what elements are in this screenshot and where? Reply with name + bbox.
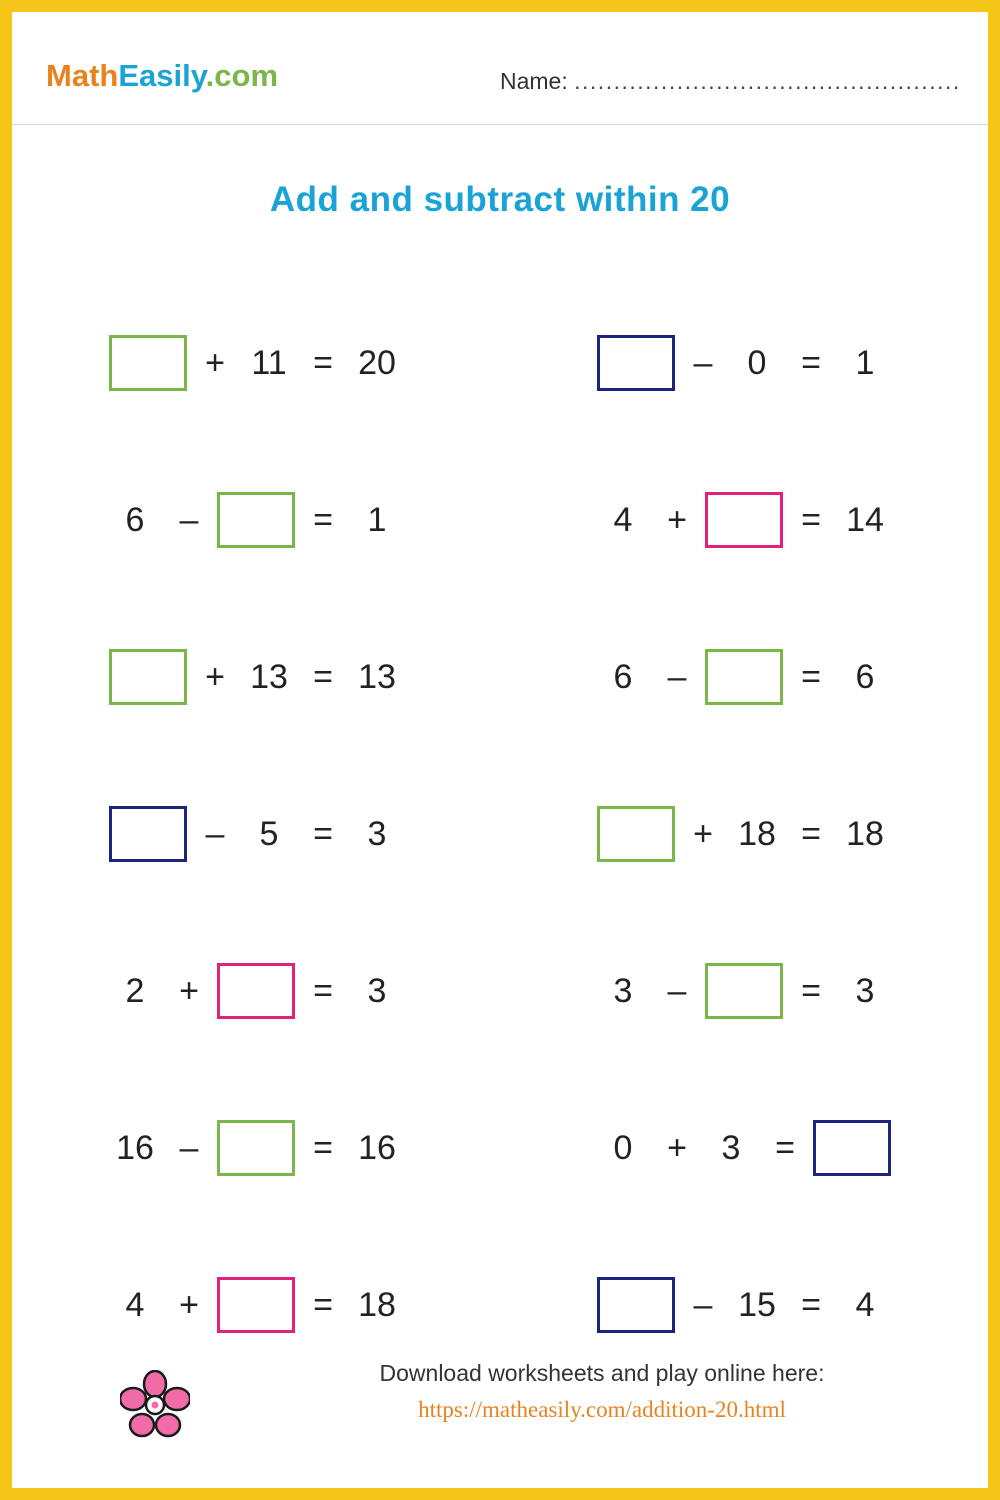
number: 18: [738, 814, 776, 853]
operator: +: [667, 500, 687, 539]
number: 3: [367, 814, 387, 853]
number: 4: [613, 500, 633, 539]
answer-box[interactable]: [705, 963, 783, 1019]
operator: +: [205, 657, 225, 696]
equals-sign: =: [801, 814, 821, 853]
operator: +: [179, 971, 199, 1010]
problem-5: [105, 649, 407, 705]
problem-6: [593, 649, 895, 705]
problem-cell: [12, 1069, 500, 1226]
equals-sign: =: [313, 657, 333, 696]
answer-box[interactable]: [217, 963, 295, 1019]
equals-sign: =: [801, 500, 821, 539]
operator: +: [205, 343, 225, 382]
operator: –: [179, 1128, 199, 1167]
equals-sign: =: [801, 343, 821, 382]
problem-row: [12, 598, 988, 755]
equals-sign: =: [313, 971, 333, 1010]
answer-box[interactable]: [109, 335, 187, 391]
answer-box[interactable]: [813, 1120, 891, 1176]
problem-cell: [12, 912, 500, 1069]
operator: –: [693, 1285, 713, 1324]
problem-7: [105, 806, 407, 862]
number: 3: [855, 971, 875, 1010]
problem-8: [593, 806, 895, 862]
number: 1: [367, 500, 387, 539]
footer-text-block: [252, 1360, 952, 1423]
number: 2: [125, 971, 145, 1010]
page-title: Add and subtract within 20: [269, 180, 731, 219]
answer-box[interactable]: [705, 492, 783, 548]
equals-sign: =: [313, 343, 333, 382]
problem-3: [105, 492, 407, 548]
site-logo: [46, 58, 278, 94]
operator: –: [205, 814, 225, 853]
problem-cell: [12, 598, 500, 755]
number: 4: [855, 1285, 875, 1324]
answer-box[interactable]: [109, 649, 187, 705]
number: 3: [613, 971, 633, 1010]
number: 18: [846, 814, 884, 853]
operator: –: [667, 657, 687, 696]
problem-cell: [500, 598, 988, 755]
problem-cell: [500, 912, 988, 1069]
equals-sign: =: [801, 1285, 821, 1324]
equals-sign: =: [801, 971, 821, 1010]
equals-sign: =: [313, 1285, 333, 1324]
operator: +: [179, 1285, 199, 1324]
problem-row: [12, 284, 988, 441]
number: 6: [613, 657, 633, 696]
number: 14: [846, 500, 884, 539]
number: 0: [747, 343, 767, 382]
number: 6: [855, 657, 875, 696]
name-field[interactable]: [500, 68, 961, 95]
problem-14: [593, 1277, 895, 1333]
number: 4: [125, 1285, 145, 1324]
worksheet-page: [12, 12, 988, 1488]
problem-4: [593, 492, 895, 548]
problem-cell: [500, 284, 988, 441]
operator: +: [667, 1128, 687, 1167]
operator: –: [667, 971, 687, 1010]
number: 15: [738, 1285, 776, 1324]
number: 13: [358, 657, 396, 696]
problem-cell: [12, 441, 500, 598]
number: 6: [125, 500, 145, 539]
operator: –: [179, 500, 199, 539]
problem-12: [593, 1120, 895, 1176]
name-blank-line: .................................................: [574, 68, 961, 94]
logo-text-com: .com: [205, 58, 279, 93]
number: 0: [613, 1128, 633, 1167]
answer-box[interactable]: [705, 649, 783, 705]
problem-cell: [12, 755, 500, 912]
problems-grid: [12, 284, 988, 1383]
problem-cell: [500, 441, 988, 598]
equals-sign: =: [313, 1128, 333, 1167]
operator: +: [693, 814, 713, 853]
number: 18: [358, 1285, 396, 1324]
number: 3: [721, 1128, 741, 1167]
problem-10: [593, 963, 895, 1019]
problem-13: [105, 1277, 407, 1333]
number: 16: [358, 1128, 396, 1167]
problem-cell: [500, 755, 988, 912]
equals-sign: =: [313, 814, 333, 853]
name-label: Name:: [500, 68, 568, 94]
logo-text-easily: Easily: [118, 58, 206, 93]
answer-box[interactable]: [217, 492, 295, 548]
answer-box[interactable]: [597, 1277, 675, 1333]
worksheet-header: [12, 12, 988, 124]
operator: –: [693, 343, 713, 382]
problem-row: [12, 912, 988, 1069]
problem-cell: [12, 284, 500, 441]
problem-1: [105, 335, 407, 391]
answer-box[interactable]: [109, 806, 187, 862]
number: 1: [855, 343, 875, 382]
answer-box[interactable]: [597, 806, 675, 862]
footer-caption: Download worksheets and play online here:: [379, 1360, 825, 1386]
problem-cell: [500, 1069, 988, 1226]
answer-box[interactable]: [597, 335, 675, 391]
answer-box[interactable]: [217, 1120, 295, 1176]
number: 5: [259, 814, 279, 853]
header-divider: [12, 124, 988, 125]
problem-11: [105, 1120, 407, 1176]
problem-row: [12, 1069, 988, 1226]
number: 16: [116, 1128, 154, 1167]
number: 20: [358, 343, 396, 382]
problem-9: [105, 963, 407, 1019]
equals-sign: =: [801, 657, 821, 696]
logo-text-math: Math: [46, 58, 119, 93]
equals-sign: =: [313, 500, 333, 539]
number: 3: [367, 971, 387, 1010]
number: 13: [250, 657, 288, 696]
equals-sign: =: [775, 1128, 795, 1167]
footer-url[interactable]: https://matheasily.com/addition-20.html: [418, 1397, 786, 1422]
problem-row: [12, 441, 988, 598]
number: 11: [251, 343, 287, 382]
answer-box[interactable]: [217, 1277, 295, 1333]
worksheet-footer: [12, 1352, 988, 1462]
flower-icon: [120, 1370, 190, 1440]
problem-2: [593, 335, 895, 391]
problem-row: [12, 755, 988, 912]
